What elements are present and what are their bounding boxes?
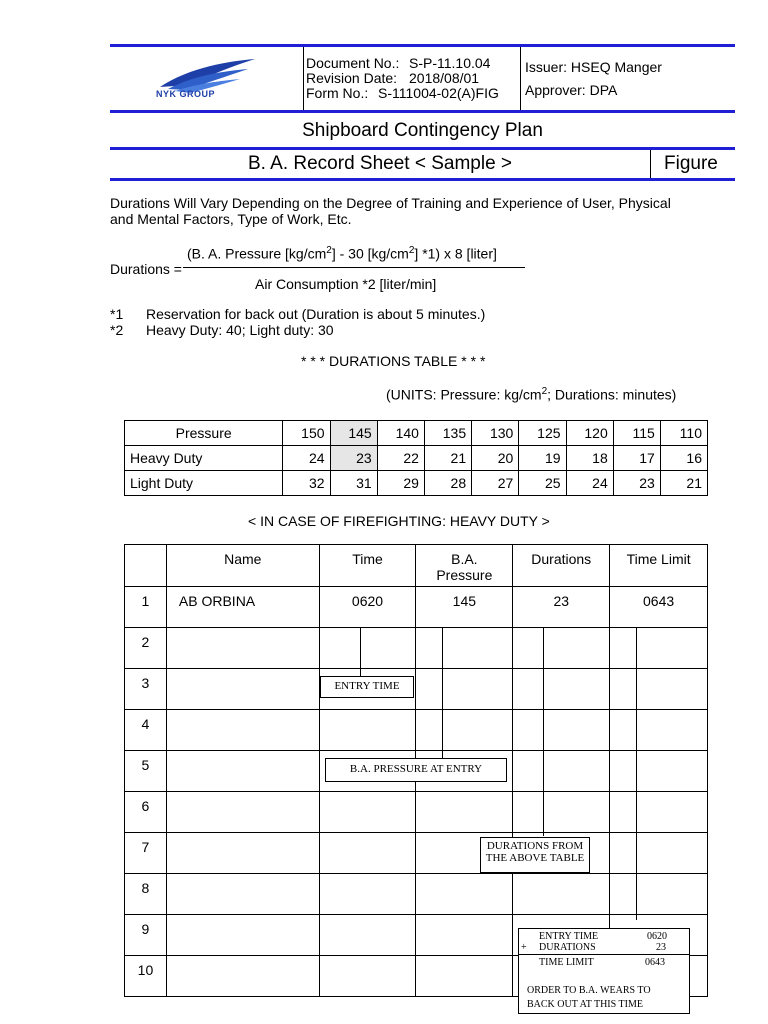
formula-numerator — [187, 245, 497, 262]
calc-limit-value: 0643 — [645, 957, 665, 968]
row-number: 3 — [125, 669, 167, 710]
formula-denominator: Air Consumption *2 [liter/min] — [255, 276, 437, 292]
calc-durations-label: DURATIONS — [539, 942, 596, 953]
light-cell: 29 — [377, 471, 424, 496]
header-cell-no — [125, 545, 167, 587]
intro-line-2: and Mental Factors, Type of Work, Etc. — [110, 211, 352, 227]
pressure-cell: 120 — [566, 421, 613, 446]
durations-cell[interactable] — [513, 792, 610, 833]
heavy-cell: 21 — [424, 446, 471, 471]
durations-cell[interactable] — [513, 628, 610, 669]
table-row-pressure — [125, 421, 708, 446]
name-cell[interactable] — [166, 669, 319, 710]
row-number: 4 — [125, 710, 167, 751]
figure-label: Figure — [664, 153, 718, 174]
plan-title: Shipboard Contingency Plan — [302, 120, 543, 141]
header-rule-2 — [110, 110, 735, 113]
annotation-durations-from — [480, 837, 590, 873]
note-2-text: Heavy Duty: 40; Light duty: 30 — [146, 322, 334, 338]
light-cell: 31 — [330, 471, 377, 496]
row-number: 10 — [125, 956, 167, 997]
row-number: 1 — [125, 587, 167, 628]
light-cell: 21 — [660, 471, 707, 496]
pressure-cell: 130 — [472, 421, 519, 446]
pressure-cell[interactable] — [416, 628, 513, 669]
name-cell[interactable] — [166, 915, 319, 956]
calc-divider — [519, 954, 689, 955]
table-header-row — [125, 545, 708, 587]
row-number: 9 — [125, 915, 167, 956]
heavy-cell: 24 — [283, 446, 330, 471]
heavy-cell-highlight: 23 — [330, 446, 377, 471]
formula-fraction-bar — [183, 267, 525, 268]
name-cell[interactable] — [166, 833, 319, 874]
header-cell-time-limit: Time Limit — [610, 545, 708, 587]
row-number: 5 — [125, 751, 167, 792]
row-label-light-duty: Light Duty — [125, 471, 283, 496]
leader-line-time-limit — [636, 628, 637, 920]
table-row-light-duty — [125, 471, 708, 496]
calc-entry-label: ENTRY TIME — [539, 931, 599, 942]
doc-no-label: Document No.: — [306, 55, 400, 71]
pressure-cell: 140 — [377, 421, 424, 446]
durations-cell[interactable] — [513, 669, 610, 710]
time-cell[interactable] — [319, 710, 416, 751]
header-cell-ba-pressure: B.A. Pressure — [416, 545, 513, 587]
pressure-cell[interactable] — [416, 792, 513, 833]
formula-num-part-a: (B. A. Pressure [kg/cm — [187, 245, 327, 262]
pressure-cell[interactable] — [416, 710, 513, 751]
calc-order-line-2: BACK OUT AT THIS TIME — [527, 999, 643, 1010]
time-cell[interactable]: 0620 — [319, 587, 416, 628]
pressure-cell[interactable] — [416, 669, 513, 710]
pressure-cell: 115 — [613, 421, 660, 446]
time-limit-cell[interactable] — [610, 874, 708, 915]
pressure-cell[interactable] — [416, 874, 513, 915]
row-number: 7 — [125, 833, 167, 874]
header-cell-durations: Durations — [513, 545, 610, 587]
name-cell[interactable] — [166, 874, 319, 915]
time-limit-cell[interactable] — [610, 751, 708, 792]
time-limit-cell[interactable] — [610, 628, 708, 669]
header-box — [110, 47, 735, 110]
light-cell: 25 — [519, 471, 566, 496]
table-row-heavy-duty — [125, 446, 708, 471]
table-row — [125, 587, 708, 628]
name-cell[interactable] — [166, 956, 319, 997]
row-label-pressure: Pressure — [125, 421, 283, 446]
durations-cell[interactable]: 23 — [513, 587, 610, 628]
heavy-cell: 20 — [472, 446, 519, 471]
form-no-label: Form No.: — [306, 85, 369, 101]
time-limit-cell[interactable]: 0643 — [610, 587, 708, 628]
time-limit-calc-box — [518, 928, 690, 1014]
rev-date-value: 2018/08/01 — [409, 70, 480, 86]
row-number: 8 — [125, 874, 167, 915]
time-cell[interactable] — [319, 915, 416, 956]
units-part-b: ; Durations: minutes) — [547, 386, 677, 403]
durations-cell[interactable] — [513, 874, 610, 915]
pressure-cell: 135 — [424, 421, 471, 446]
durations-table-title: * * * DURATIONS TABLE * * * — [301, 353, 486, 369]
issuer: Issuer: HSEQ Manger — [525, 59, 662, 75]
units-part-a: (UNITS: Pressure: kg/cm — [386, 386, 542, 403]
firefighting-title: < IN CASE OF FIREFIGHTING: HEAVY DUTY > — [248, 513, 550, 529]
name-cell[interactable] — [166, 792, 319, 833]
formula-num-part-c: ] *1) x 8 [liter] — [414, 245, 497, 262]
approver: Approver: DPA — [525, 82, 618, 98]
intro-line-1: Durations Will Vary Depending on the Degree of Training and Experience of User, Physical — [110, 195, 671, 211]
time-limit-cell[interactable] — [610, 710, 708, 751]
form-no-value: S-111004-02(A)FIG — [378, 85, 499, 101]
pressure-cell[interactable]: 145 — [416, 587, 513, 628]
time-cell[interactable] — [319, 833, 416, 874]
table-row — [125, 669, 708, 710]
light-cell: 32 — [283, 471, 330, 496]
time-cell[interactable] — [319, 874, 416, 915]
logo-text: NYK GROUP — [156, 89, 216, 99]
pressure-cell[interactable] — [416, 956, 513, 997]
note-1-text: Reservation for back out (Duration is about 5 minutes.) — [146, 306, 486, 322]
annotation-durations-line-2: THE ABOVE TABLE — [485, 852, 585, 864]
light-cell: 27 — [472, 471, 519, 496]
name-cell[interactable] — [166, 751, 319, 792]
header-cell-time: Time — [319, 545, 416, 587]
heavy-cell: 19 — [519, 446, 566, 471]
time-cell[interactable] — [319, 628, 416, 669]
heavy-cell: 16 — [660, 446, 707, 471]
formula-sup-2: 2 — [408, 245, 415, 256]
units-sup: 2 — [541, 386, 548, 397]
heavy-cell: 18 — [566, 446, 613, 471]
table-row — [125, 833, 708, 874]
note-1-mark: *1 — [110, 306, 124, 322]
calc-entry-value: 0620 — [647, 931, 667, 942]
figure-divider — [650, 150, 651, 178]
durations-table — [124, 420, 708, 496]
pressure-cell: 150 — [283, 421, 330, 446]
table-row — [125, 874, 708, 915]
row-number: 2 — [125, 628, 167, 669]
rev-date-label: Revision Date: — [306, 70, 398, 86]
light-cell: 28 — [424, 471, 471, 496]
leader-line-pressure — [442, 628, 443, 758]
annotation-ba-pressure: B.A. PRESSURE AT ENTRY — [325, 758, 507, 782]
annotation-entry-time: ENTRY TIME — [320, 676, 414, 698]
formula-sup-1: 2 — [326, 245, 332, 256]
calc-order-line-1: ORDER TO B.A. WEARS TO — [527, 985, 651, 996]
table-row — [125, 792, 708, 833]
annotation-durations-line-1: DURATIONS FROM — [486, 840, 584, 852]
header-divider-1 — [303, 47, 304, 110]
leader-line-durations — [543, 628, 544, 836]
note-2-mark: *2 — [110, 322, 124, 338]
formula-num-part-b: ] - 30 [kg/cm — [331, 245, 409, 262]
pressure-cell: 110 — [660, 421, 707, 446]
name-cell[interactable]: AB ORBINA — [166, 587, 319, 628]
time-limit-cell[interactable] — [610, 669, 708, 710]
table-row — [125, 710, 708, 751]
header-rule-4 — [110, 178, 735, 181]
header-cell-name: Name — [166, 545, 319, 587]
units-note — [386, 386, 676, 403]
table-row — [125, 628, 708, 669]
calc-plus-sign: + — [521, 942, 527, 953]
formula-label: Durations = — [110, 261, 182, 277]
name-cell[interactable] — [166, 628, 319, 669]
durations-cell[interactable] — [513, 710, 610, 751]
heavy-cell: 17 — [613, 446, 660, 471]
time-cell[interactable] — [319, 956, 416, 997]
header-divider-2 — [520, 47, 521, 110]
row-label-heavy-duty: Heavy Duty — [125, 446, 283, 471]
name-cell[interactable] — [166, 710, 319, 751]
row-number: 6 — [125, 792, 167, 833]
logo — [150, 57, 260, 101]
durations-cell[interactable] — [513, 751, 610, 792]
heavy-cell: 22 — [377, 446, 424, 471]
pressure-cell[interactable] — [416, 915, 513, 956]
time-limit-cell[interactable] — [610, 833, 708, 874]
light-cell: 24 — [566, 471, 613, 496]
doc-no-value: S-P-11.10.04 — [409, 55, 491, 71]
calc-durations-value: 23 — [656, 942, 666, 953]
header-rule-3 — [110, 147, 735, 150]
time-limit-cell[interactable] — [610, 792, 708, 833]
pressure-cell: 125 — [519, 421, 566, 446]
leader-line-time — [360, 628, 361, 676]
light-cell: 23 — [613, 471, 660, 496]
time-cell[interactable] — [319, 792, 416, 833]
sheet-title: B. A. Record Sheet < Sample > — [247, 153, 513, 174]
calc-limit-label: TIME LIMIT — [539, 957, 594, 968]
pressure-cell-highlight: 145 — [330, 421, 377, 446]
